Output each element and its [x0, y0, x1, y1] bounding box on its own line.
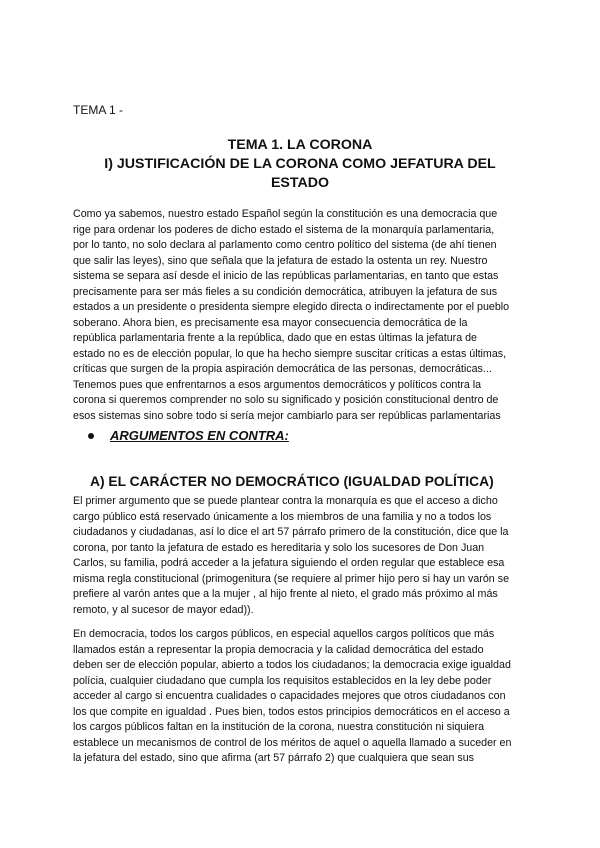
subsection-title: A) EL CARÁCTER NO DEMOCRÁTICO (IGUALDAD POLÍTICA): [90, 474, 494, 489]
paragraph-intro: [73, 207, 527, 424]
text-line: establece un mecanismos de control de los méritos de aquel o aquella llamado a suceder en: [73, 736, 512, 749]
text-line: la jefatura del estado, sino que afirma (art 57 párrafo 2) que cualquiera que sean sus: [73, 752, 475, 764]
tema-label: TEMA 1 -: [73, 103, 124, 117]
text-line: Carlos, su familia, podrá acceder a la jefatura siguiendo el orden regular que establece esa: [73, 557, 505, 569]
text-line: polícia, cualquier ciudadano que cumpla los requisitos establecidos en la ley debe poder: [73, 674, 492, 687]
section-heading-line1: I) JUSTIFICACIÓN DE LA CORONA COMO JEFATURA DEL: [104, 156, 496, 172]
paragraph-argument-1: [73, 494, 527, 618]
bullet-item: [88, 428, 289, 443]
text-line: llamados están a representar la propia democracia y la calidad democrática del estado: [73, 643, 484, 656]
paragraph-democracy: [73, 627, 527, 767]
text-line: precisamente para ser más fieles a su condición democrática, atribuyen la jefatura de sus: [73, 285, 498, 298]
text-line: misma regla constitucional (primogenitura (se requiere al primer hijo pero si hay un varón se: [73, 572, 510, 585]
section-heading: [72, 155, 528, 193]
section-heading-line2: ESTADO: [270, 175, 330, 191]
text-line: soberano. Ahora bien, es precisamente esa mayor consecuencia democrática de la: [73, 316, 468, 329]
text-line: por lo tanto, no solo declara al parlamento como centro político del sistema (de ahí tienen: [73, 239, 497, 251]
text-line: Tenemos pues que enfrentarnos a esos argumentos democráticos y políticos contra la: [73, 378, 482, 391]
text-line: críticas que surgen de la propia aspiración democrática de las personas, democráticas...: [73, 363, 492, 375]
text-line: prefiere al varón antes que a la mujer , al hijo frente al nieto, el grado más próximo al más: [73, 588, 498, 600]
text-line: En democracia, todos los cargos públicos, en especial aquellos cargos políticos que más: [73, 628, 495, 640]
text-line: sistema se separa así desde el inicio de las repúblicas parlamentarias, en tanto que estas: [73, 270, 499, 282]
bullet-icon: [88, 433, 94, 439]
text-line: rige para ordenar los poderes de dicho estado el sistema de la monarquía parlamentaria,: [73, 223, 495, 236]
text-line: acceder al cargo si encuentra cualidades o capacidades mejores que otros ciudadanos con: [73, 690, 506, 702]
text-line: estados a un presidente o presidenta siempre elegido directa o indirectamente por el pueblo: [73, 301, 510, 313]
text-line: que salir las leyes), sino que señala que la jefatura de estado la ostenta un rey. Nuestro: [73, 254, 488, 267]
text-line: estado no es de elección popular, lo que ha hecho siempre suscitar críticas a estas últimas,: [73, 347, 507, 360]
text-line: corona, por tanto la jefatura de estado es hereditaria y solo los sucesores de Don Juan: [73, 541, 485, 554]
text-line: remoto, y al sucesor de mayor edad)).: [73, 603, 254, 616]
bullet-heading: ARGUMENTOS EN CONTRA:: [110, 428, 289, 443]
text-line: deben ser de elección popular, abierto a todos los ciudadanos; la democracia exige igualdad: [73, 659, 511, 671]
text-line: los cargos públicos faltan en la institución de la corona, nuestra constitución ni siquiera: [73, 721, 485, 733]
text-line: república parlamentaria frente a la república, dado que en estas últimas la jefatura de: [73, 332, 477, 344]
text-line: corona si queremos comprender no solo su significado y posición constitucional dentro de: [73, 394, 499, 406]
text-line: esos sistemas sino sobre todo si sería mejor cambiarlo para ser repúblicas parlamentarias: [73, 409, 501, 422]
text-line: Como ya sabemos, nuestro estado Español según la constitución es una democracia que: [73, 208, 498, 220]
text-line: cargo público está reservado únicamente a los miembros de una familia y no a todos los: [73, 510, 492, 523]
text-line: El primer argumento que se puede plantear contra la monarquía es que el acceso a dicho: [73, 495, 498, 507]
text-line: los que compite en igualdad . Pues bien, todos estos principios democráticos en el acceso a: [73, 705, 510, 718]
text-line: ciudadanos y ciudadanas, así lo dice el art 57 párrafo primero de la constitución, dice que la: [73, 526, 509, 538]
document-title: TEMA 1. LA CORONA: [227, 137, 373, 153]
